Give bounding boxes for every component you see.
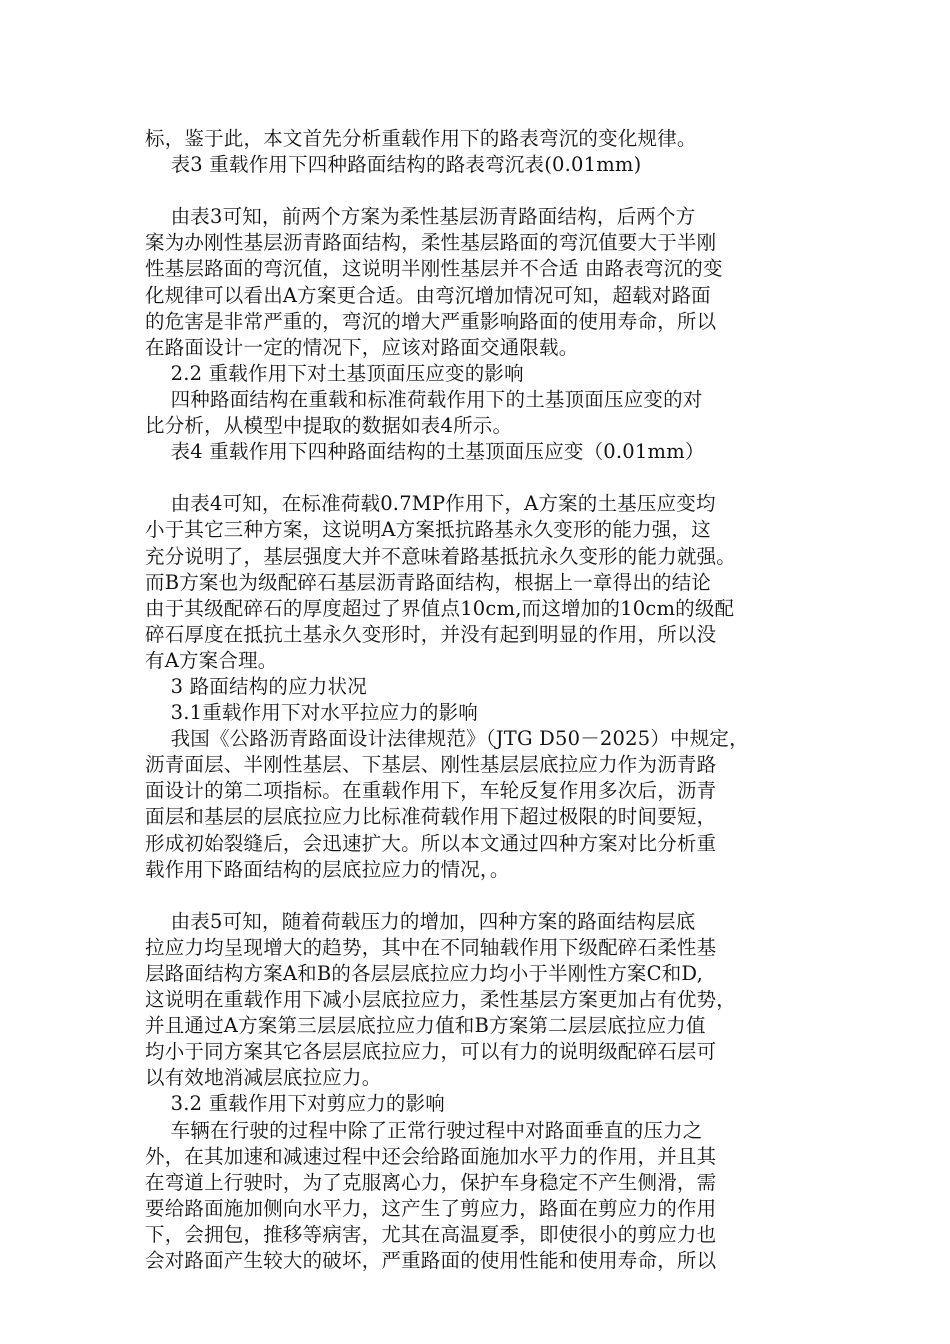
- section-heading: 3 路面结构的应力状况: [145, 674, 367, 698]
- text-line: 有A方案合理。: [145, 648, 278, 672]
- text-line: 比分析，从模型中提取的数据如表4所示。: [145, 414, 513, 438]
- blank-line: [145, 883, 815, 909]
- text-line: 性基层路面的弯沉值，这说明半刚性基层并不合适 由路表弯沉的变: [145, 257, 723, 281]
- text-line: 沥青面层、半刚性基层、下基层、刚性基层层底拉应力作为沥青路: [145, 753, 717, 777]
- text-line: 以有效地消减层底拉应力。: [145, 1066, 382, 1090]
- blank-line: [145, 465, 815, 491]
- text-line: 车辆在行驶的过程中除了正常行驶过程中对路面垂直的压力之: [145, 1118, 703, 1142]
- table-caption: 表4 重载作用下四种路面结构的土基顶面压应变（0.01mm）: [145, 440, 705, 464]
- section-heading: 3.2 重载作用下对剪应力的影响: [145, 1092, 446, 1116]
- text-line: 面层和基层的层底拉应力比标准荷载作用下超过极限的时间要短，: [145, 805, 717, 829]
- document-body: [145, 126, 815, 1274]
- text-line: 而B方案也为级配碎石基层沥青路面结构，根据上一章得出的结论: [145, 570, 712, 594]
- text-line: 四种路面结构在重载和标准荷载作用下的土基顶面压应变的对: [145, 387, 703, 411]
- text-line: 这说明在重载作用下减小层底拉应力，柔性基层方案更加占有优势，: [145, 988, 737, 1012]
- text-line: 由表4可知，在标准荷载0.7MP作用下，A方案的土基压应变均: [145, 492, 716, 516]
- text-line: 并且通过A方案第三层层底拉应力值和B方案第二层层底拉应力值: [145, 1014, 706, 1038]
- text-line: 均小于同方案其它各层层底拉应力，可以有力的说明级配碎石层可: [145, 1040, 717, 1064]
- text-line: 外，在其加速和减速过程中还会给路面施加水平力的作用，并且其: [145, 1144, 717, 1168]
- blank-line: [145, 178, 815, 204]
- text-line: 形成初始裂缝后，会迅速扩大。所以本文通过四种方案对比分析重: [145, 831, 717, 855]
- text-line: 层路面结构方案A和B的各层层底拉应力均小于半刚性方案C和D,: [145, 962, 703, 985]
- text-line: 案为办刚性基层沥青路面结构，柔性基层路面的弯沉值要大于半刚: [145, 231, 717, 255]
- text-line: 由于其级配碎石的厚度超过了界值点10cm,而这增加的10cm的级配: [145, 596, 735, 620]
- text-line: 的危害是非常严重的，弯沉的增大严重影响路面的使用寿命，所以: [145, 309, 717, 333]
- text-line: 小于其它三种方案，这说明A方案抵抗路基永久变形的能力强，这: [145, 518, 711, 542]
- text-line: 在路面设计一定的情况下，应该对路面交通限载。: [145, 335, 579, 359]
- text-line: 由表3可知，前两个方案为柔性基层沥青路面结构，后两个方: [145, 205, 696, 229]
- text-line: 充分说明了，基层强度大并不意味着路基抵抗永久变形的能力就强。: [145, 544, 737, 568]
- section-heading: 2.2 重载作用下对土基顶面压应变的影响: [145, 361, 524, 385]
- text-line: 碎石厚度在抵抗土基永久变形时，并没有起到明显的作用，所以没: [145, 622, 717, 646]
- text-line: 载作用下路面结构的层底拉应力的情况，。: [145, 857, 510, 881]
- section-heading: 3.1重载作用下对水平拉应力的影响: [145, 701, 479, 725]
- text-line: 由表5可知，随着荷载压力的增加，四种方案的路面结构层底: [145, 909, 696, 933]
- text-line: 我国《公路沥青路面设计法律规范》（JTG D50－2025）中规定，: [145, 727, 749, 751]
- text-line: 化规律可以看出A方案更合适。由弯沉增加情况可知，超载对路面: [145, 283, 711, 307]
- text-line: 会对路面产生较大的破坏，严重路面的使用性能和使用寿命，所以: [145, 1249, 717, 1273]
- table-caption: 表3 重载作用下四种路面结构的路表弯沉表(0.01mm): [145, 153, 642, 177]
- text-line: 要给路面施加侧向水平力，这产生了剪应力，路面在剪应力的作用: [145, 1196, 717, 1220]
- text-line: 在弯道上行驶时，为了克服离心力，保护车身稳定不产生侧滑，需: [145, 1170, 717, 1194]
- text-line: 标，鉴于此，本文首先分析重载作用下的路表弯沉的变化规律。: [145, 127, 697, 150]
- text-line: 面设计的第二项指标。在重载作用下，车轮反复作用多次后，沥青: [145, 779, 717, 803]
- text-line: 拉应力均呈现增大的趋势，其中在不同轴载作用下级配碎石柔性基: [145, 935, 717, 959]
- text-line: 下，会拥包，推移等病害，尤其在高温夏季，即使很小的剪应力也: [145, 1222, 717, 1246]
